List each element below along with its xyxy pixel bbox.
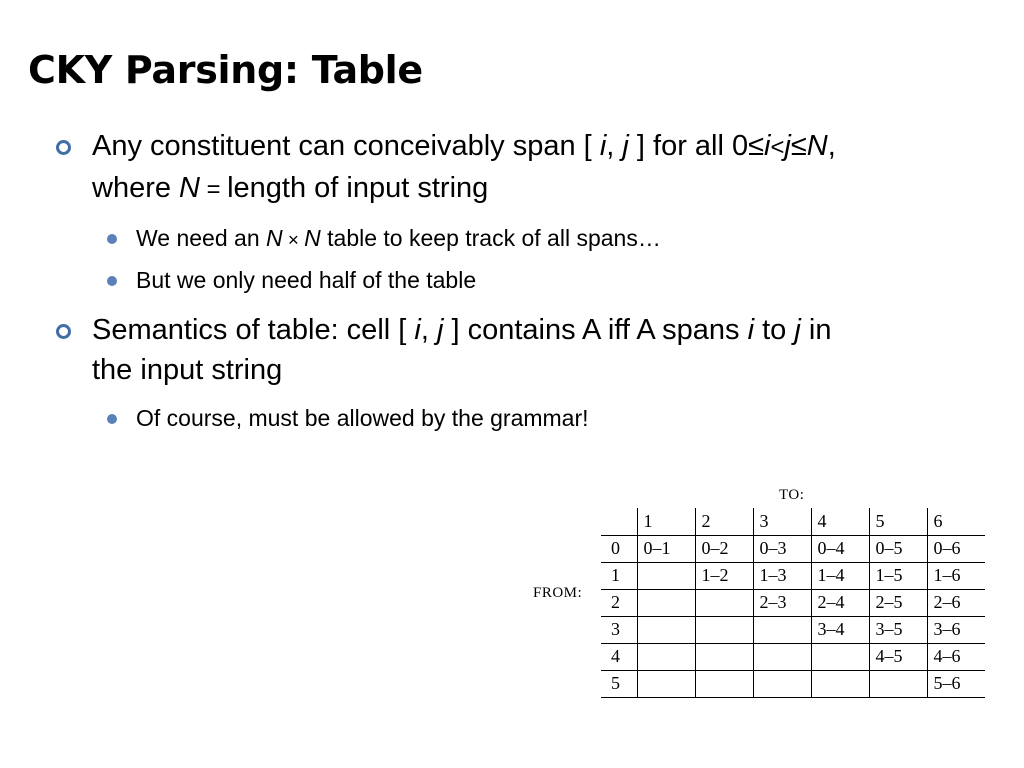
text: But we only need half of the table	[136, 267, 477, 293]
var-j: j	[436, 314, 444, 346]
table-cell: 1–3	[753, 562, 811, 589]
var-n: N	[806, 130, 828, 162]
table-cell: 1–5	[869, 562, 927, 589]
sub-bullet-nxn-table	[56, 218, 991, 260]
table-cell: 2–6	[927, 589, 985, 616]
var-j: j	[784, 130, 791, 162]
text: ] contains A iff A spans	[443, 314, 748, 346]
table-cell	[753, 616, 811, 643]
table-cell: 4–5	[869, 643, 927, 670]
table-header-row	[601, 508, 985, 535]
table-cell	[637, 589, 695, 616]
table-cell: 3–6	[927, 616, 985, 643]
text: table to keep track of all spans…	[320, 225, 661, 251]
times-sign: ×	[282, 229, 305, 250]
table-row	[601, 562, 985, 589]
text: ,	[420, 314, 437, 346]
table-cell: 2–3	[753, 589, 811, 616]
text: in	[800, 314, 832, 346]
var-n: N	[304, 225, 321, 251]
hollow-circle-bullet-icon	[56, 140, 71, 155]
table-cell: 2–5	[869, 589, 927, 616]
table-cell	[695, 670, 753, 697]
table-cell	[753, 670, 811, 697]
table-row-header: 0	[601, 535, 637, 562]
table-row	[601, 670, 985, 697]
table-cell: 0–1	[637, 535, 695, 562]
table-cell	[695, 643, 753, 670]
text: Semantics of table: cell [	[92, 314, 415, 346]
text: We need an	[136, 225, 267, 251]
bullet-table-semantics	[56, 310, 991, 390]
table-row-header: 5	[601, 670, 637, 697]
bullet-line-2	[92, 350, 991, 390]
text: length of input string	[227, 172, 489, 204]
text: the input string	[92, 354, 283, 386]
var-i: i	[747, 314, 755, 346]
table-cell: 1–4	[811, 562, 869, 589]
slide-title: CKY Parsing: Table	[28, 48, 423, 92]
table-cell: 0–5	[869, 535, 927, 562]
less-than: <	[770, 134, 785, 161]
var-j: j	[794, 314, 801, 346]
bullet-line-1	[92, 310, 991, 350]
table-cell	[753, 643, 811, 670]
table-row	[601, 535, 985, 562]
text: ] for all 0≤	[628, 130, 765, 162]
table-cell: 0–6	[927, 535, 985, 562]
bullet-line-2	[92, 168, 991, 210]
equals: =	[200, 176, 228, 203]
table-cell	[811, 670, 869, 697]
table-cell: 2–4	[811, 589, 869, 616]
table-cell	[869, 670, 927, 697]
text: Any constituent can conceivably span [	[92, 130, 600, 162]
filled-circle-bullet-icon	[107, 234, 117, 244]
text: where	[92, 172, 180, 204]
hollow-circle-bullet-icon	[56, 324, 71, 339]
table-column-header: 6	[927, 508, 985, 535]
table-column-header: 4	[811, 508, 869, 535]
less-equal: ≤	[790, 130, 807, 162]
var-i: i	[414, 314, 421, 346]
table-row-header: 3	[601, 616, 637, 643]
table-row-header: 2	[601, 589, 637, 616]
bullet-list	[56, 126, 991, 438]
table-column-header: 5	[869, 508, 927, 535]
text: ,	[827, 130, 836, 162]
table-row	[601, 589, 985, 616]
table-cell: 5–6	[927, 670, 985, 697]
var-j: j	[622, 130, 629, 162]
bullet-constituent-span	[56, 126, 991, 210]
var-n: N	[266, 225, 283, 251]
text: to	[754, 314, 795, 346]
table-cell: 4–6	[927, 643, 985, 670]
table-cell	[637, 616, 695, 643]
sub-bullet-half-table	[56, 260, 991, 300]
table-cell	[695, 616, 753, 643]
var-i: i	[599, 130, 607, 162]
table-cell	[637, 562, 695, 589]
table-cell: 0–4	[811, 535, 869, 562]
table-cell	[811, 643, 869, 670]
text: Of course, must be allowed by the grammar!	[136, 405, 589, 431]
table-cell: 0–3	[753, 535, 811, 562]
filled-circle-bullet-icon	[107, 414, 117, 424]
table-cell: 3–5	[869, 616, 927, 643]
table-cell: 0–2	[695, 535, 753, 562]
table-row-header: 1	[601, 562, 637, 589]
table-column-header: 2	[695, 508, 753, 535]
table-cell	[637, 643, 695, 670]
table-cell	[695, 589, 753, 616]
table-row	[601, 616, 985, 643]
table-cell	[637, 670, 695, 697]
table-cell: 3–4	[811, 616, 869, 643]
table-from-label: FROM:	[533, 585, 583, 601]
var-n: N	[179, 172, 200, 204]
table-to-label: TO:	[779, 487, 805, 503]
text: ,	[606, 130, 623, 162]
span-table	[601, 508, 985, 698]
table-column-header: 1	[637, 508, 695, 535]
bullet-line-1	[92, 126, 991, 168]
table-row	[601, 643, 985, 670]
sub-bullet-grammar	[56, 398, 991, 438]
table-cell: 1–6	[927, 562, 985, 589]
filled-circle-bullet-icon	[107, 276, 117, 286]
table-cell: 1–2	[695, 562, 753, 589]
table-corner-cell	[601, 508, 637, 535]
var-i: i	[764, 130, 771, 162]
table-column-header: 3	[753, 508, 811, 535]
table-row-header: 4	[601, 643, 637, 670]
